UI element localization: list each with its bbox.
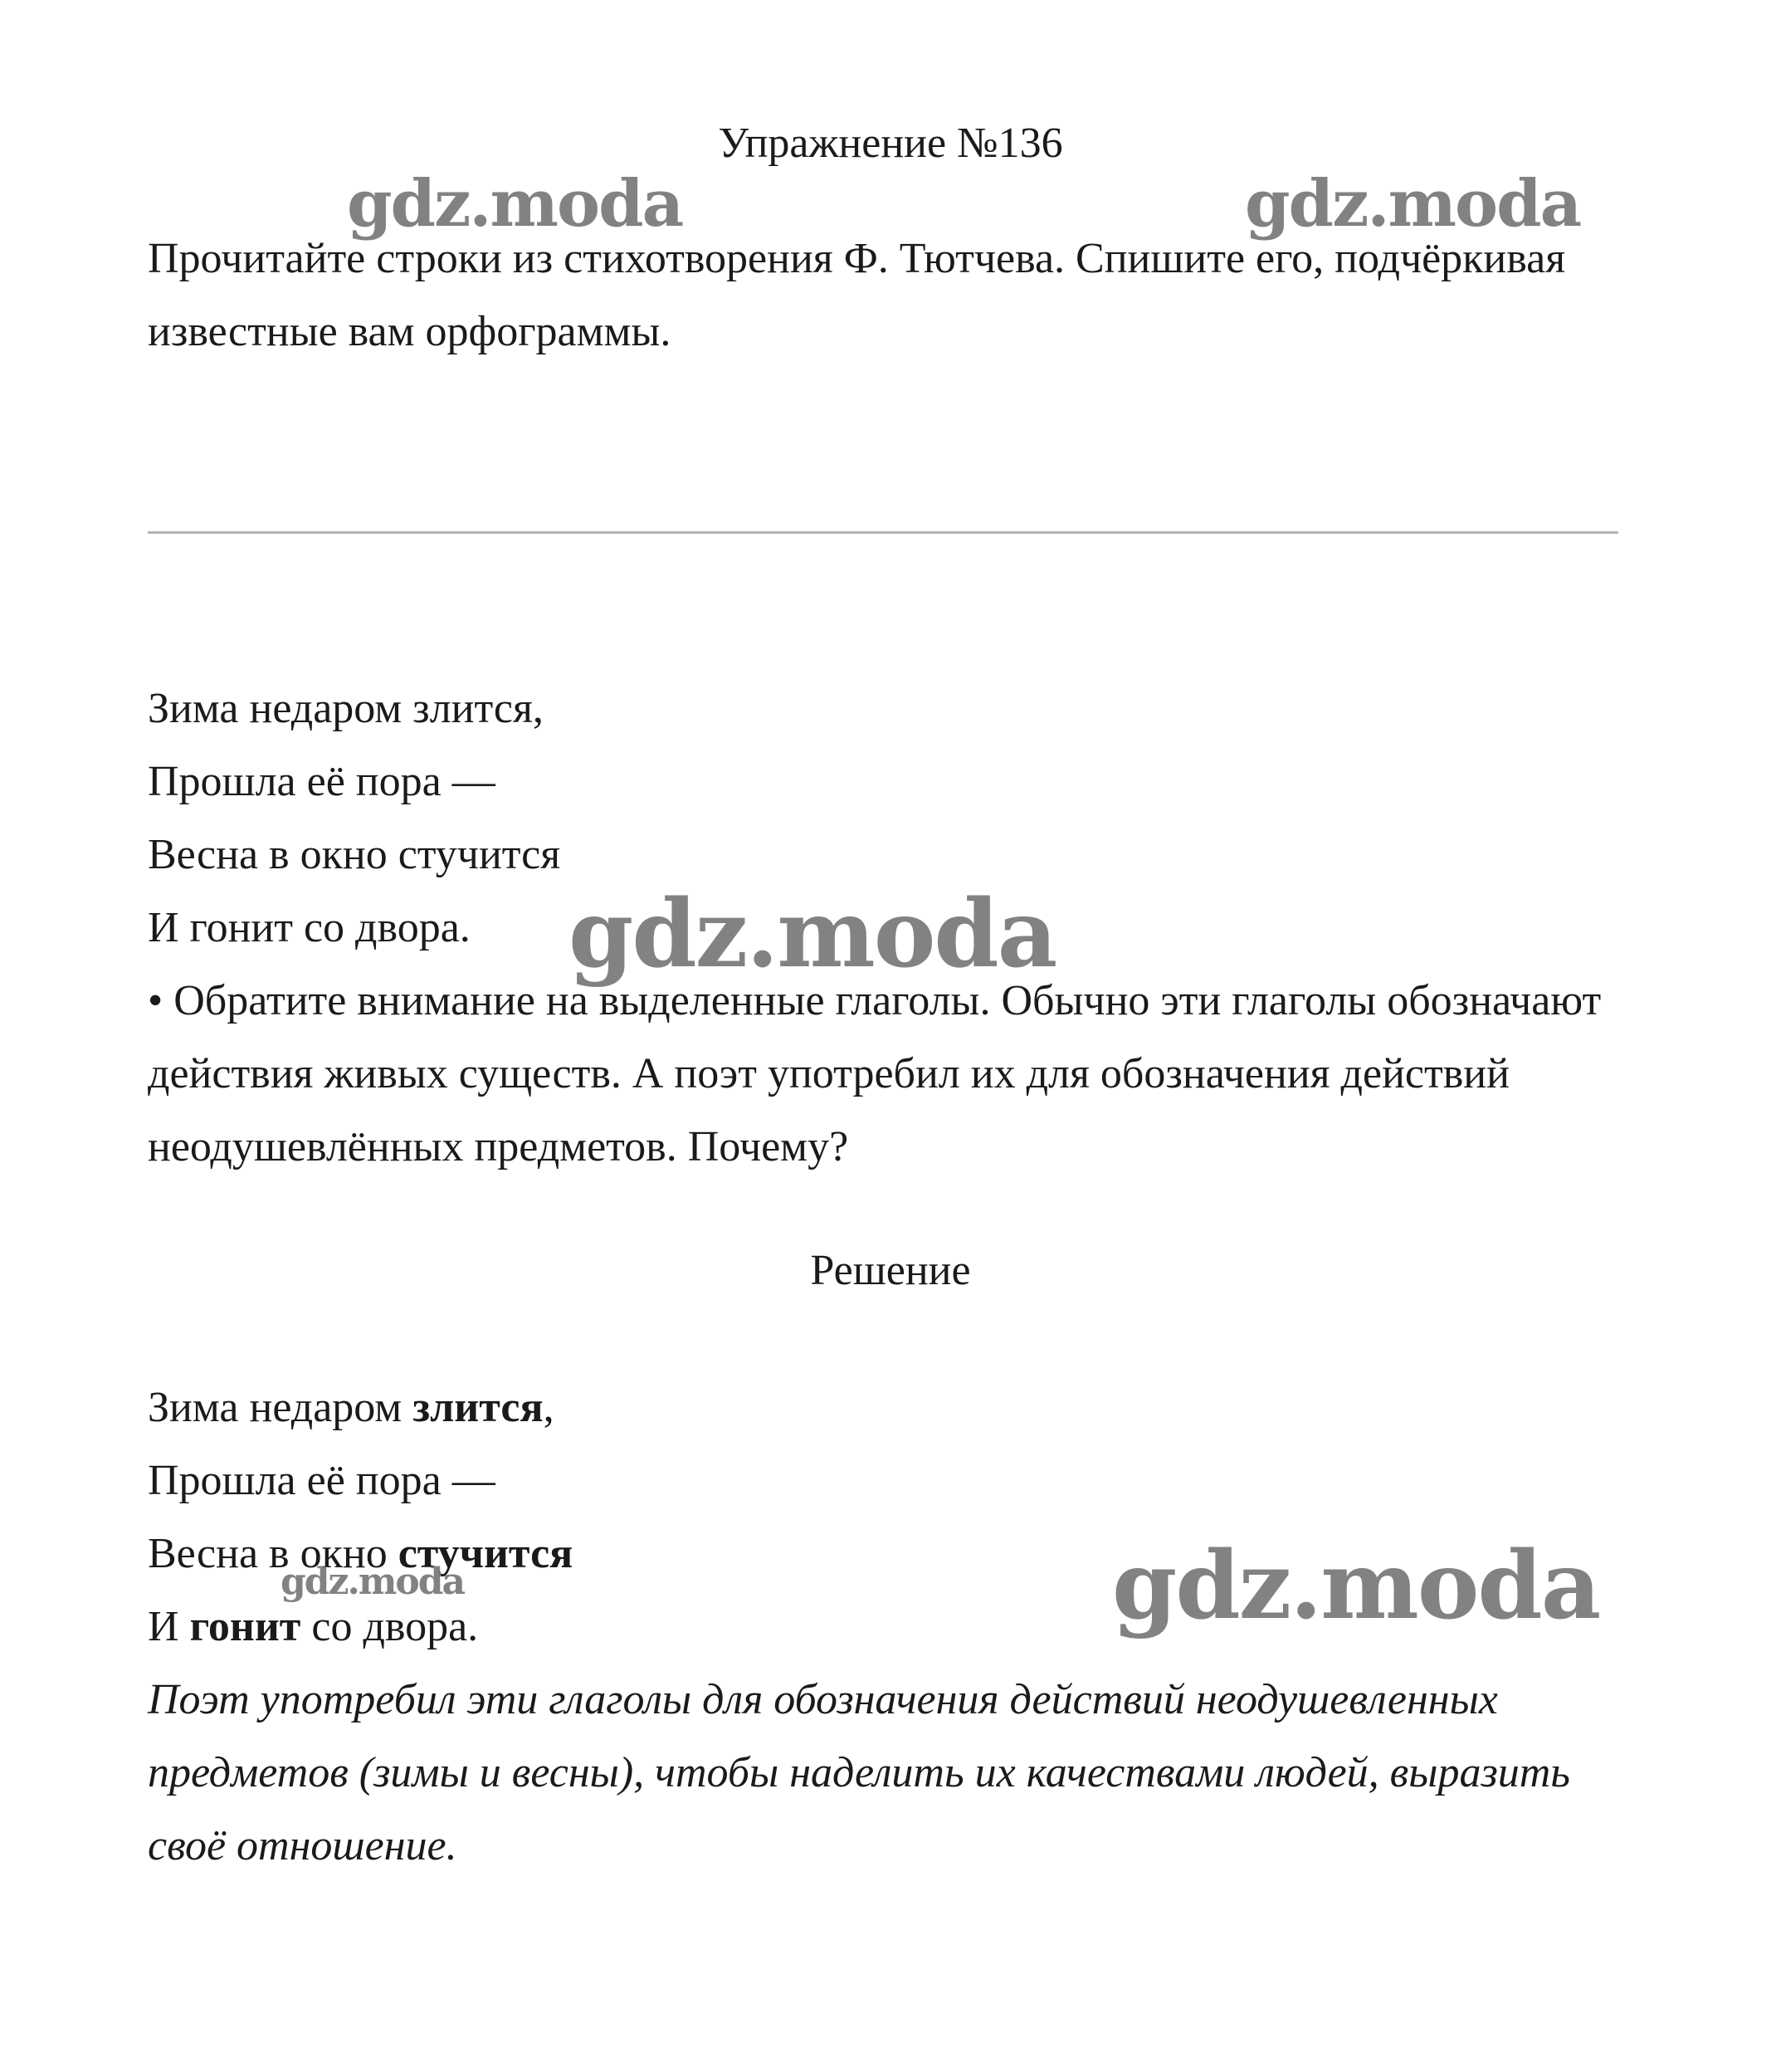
poem-line: Зима недаром злится, — [148, 685, 544, 732]
highlighted-verb: гонит — [189, 1603, 301, 1650]
solution-heading: Решение — [810, 1247, 971, 1294]
exercise-title: Упражнение №136 — [718, 120, 1063, 167]
poem-line: И гонит со двора. — [148, 904, 471, 951]
task-text: Прочитайте строки из стихотворения Ф. Тютчева. Спишите его, подчёркивая известные вам орфограммы. — [148, 235, 1566, 355]
highlighted-verb: стучится — [398, 1530, 573, 1577]
poem-solution — [148, 1371, 573, 1664]
solution-line-text: Прошла её пора — — [148, 1457, 495, 1504]
watermark: gdz.moda — [1112, 1532, 1600, 1640]
solution-line — [148, 1444, 573, 1517]
poem-line: Прошла её пора — — [148, 758, 495, 805]
solution-line-text: , — [543, 1384, 554, 1431]
question-text: • Обратите внимание на выделенные глаголы. Обычно эти глаголы обозначают действия живых существ. А поэт употребил их для обозначения действий неодушевлённых предметов. Почему? — [148, 977, 1602, 1170]
answer-text: Поэт употребил эти глаголы для обозначения действий неодушевленных предметов (зимы и весны), чтобы наделить их качествами людей, выразить своё отношение. — [148, 1676, 1570, 1869]
solution-line-text: И — [148, 1603, 190, 1650]
solution-line — [148, 1371, 573, 1444]
watermark: gdz.moda — [1245, 166, 1581, 242]
poem-line: Весна в окно стучится — [148, 831, 561, 878]
watermark: gdz.moda — [347, 166, 683, 242]
highlighted-verb: злится — [412, 1384, 544, 1431]
solution-line-text: Зима недаром — [148, 1384, 413, 1431]
watermark: gdz.moda — [281, 1561, 465, 1603]
poem-original — [148, 672, 560, 965]
divider — [148, 531, 1618, 534]
solution-line-text: со двора. — [300, 1603, 479, 1650]
watermark: gdz.moda — [568, 880, 1056, 989]
solution-line-text: Весна в окно — [148, 1530, 398, 1577]
